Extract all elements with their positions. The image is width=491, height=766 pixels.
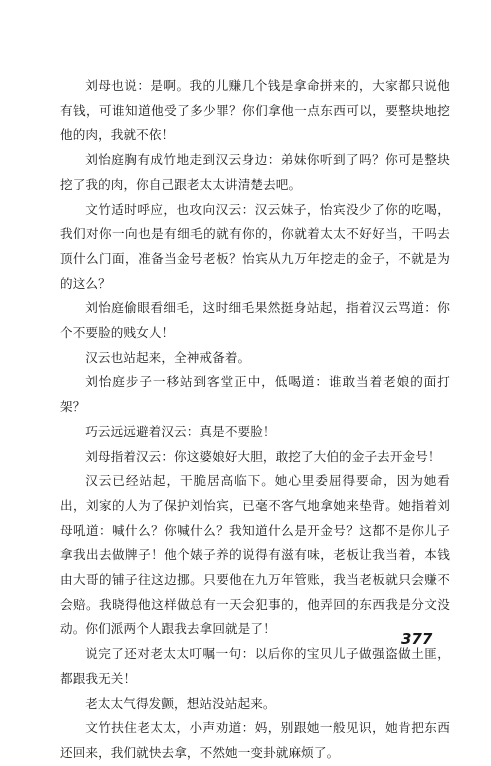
paragraph: 文竹扶住老太太，小声劝道：妈，别跟她一般见识，她肯把东西还回来，我们就快去拿，不然她一变卦就麻烦了。: [60, 720, 450, 760]
paragraph: 刘怡庭偷眼看细毛，这时细毛果然挺身站起，指着汉云骂道：你个不要脸的贱女人！: [60, 300, 450, 341]
paragraph: 巧云远远避着汉云：真是不要脸！: [85, 423, 276, 439]
paragraph: 刘怡庭步子一移站到客堂正中，低喝道：谁敢当着老娘的面打架？: [60, 374, 450, 415]
paragraph: 汉云已经站起，干脆居高临下。她心里委屈得要命，因为她看出，刘家的人为了保护刘怡宾，已毫不客气地拿她来垫背。她指着刘母吼道：喊什么？你喊什么？我知道什么是开金号？这都不是你儿子拿我出去做牌子！他个婊子养的说得有滋有味，老板让我当着，本钱由大哥的铺子往这边挪。只要他在九万年管账，我当老板就只会赚不会赔。我晓得他这样做总有一天会犯事的，他弄回的东西我是分文没动。你们派两个人跟我去拿回就是了！: [60, 473, 450, 637]
paragraph: 刘母也说：是啊。我的儿赚几个钱是拿命拼来的，大家都只说他有钱，可谁知道他受了多少罪？你们拿他一点东西可以，要整块地挖他的肉，我就不依！: [60, 78, 450, 143]
paragraph: 刘母指着汉云：你这婆娘好大胆，敢挖了大伯的金子去开金号！: [85, 448, 441, 464]
paragraph: 说完了还对老太太叮嘱一句：以后你的宝贝儿子做强盗做土匪，都跟我无关！: [60, 646, 450, 686]
paragraph: 刘怡庭胸有成竹地走到汉云身边：弟妹你听到了吗？你可是整块挖了我的肉，你自己跟老太太讲清楚去吧。: [60, 152, 450, 192]
paragraph: 文竹适时呼应，也攻向汉云：汉云妹子，怡宾没少了你的吃喝，我们对你一向也是有细毛的就有你的，你就着太太不好好当，干吗去顶什么门面，准备当金号老板？怡宾从九万年挖走的金子，不就是为的这么？: [60, 201, 450, 291]
paragraph: 汉云也站起来，全神戒备着。: [85, 349, 251, 365]
page-number: 377: [401, 630, 433, 648]
page-body: [60, 74, 450, 766]
paragraph: 老太太气得发颤，想站没站起来。: [85, 695, 276, 711]
